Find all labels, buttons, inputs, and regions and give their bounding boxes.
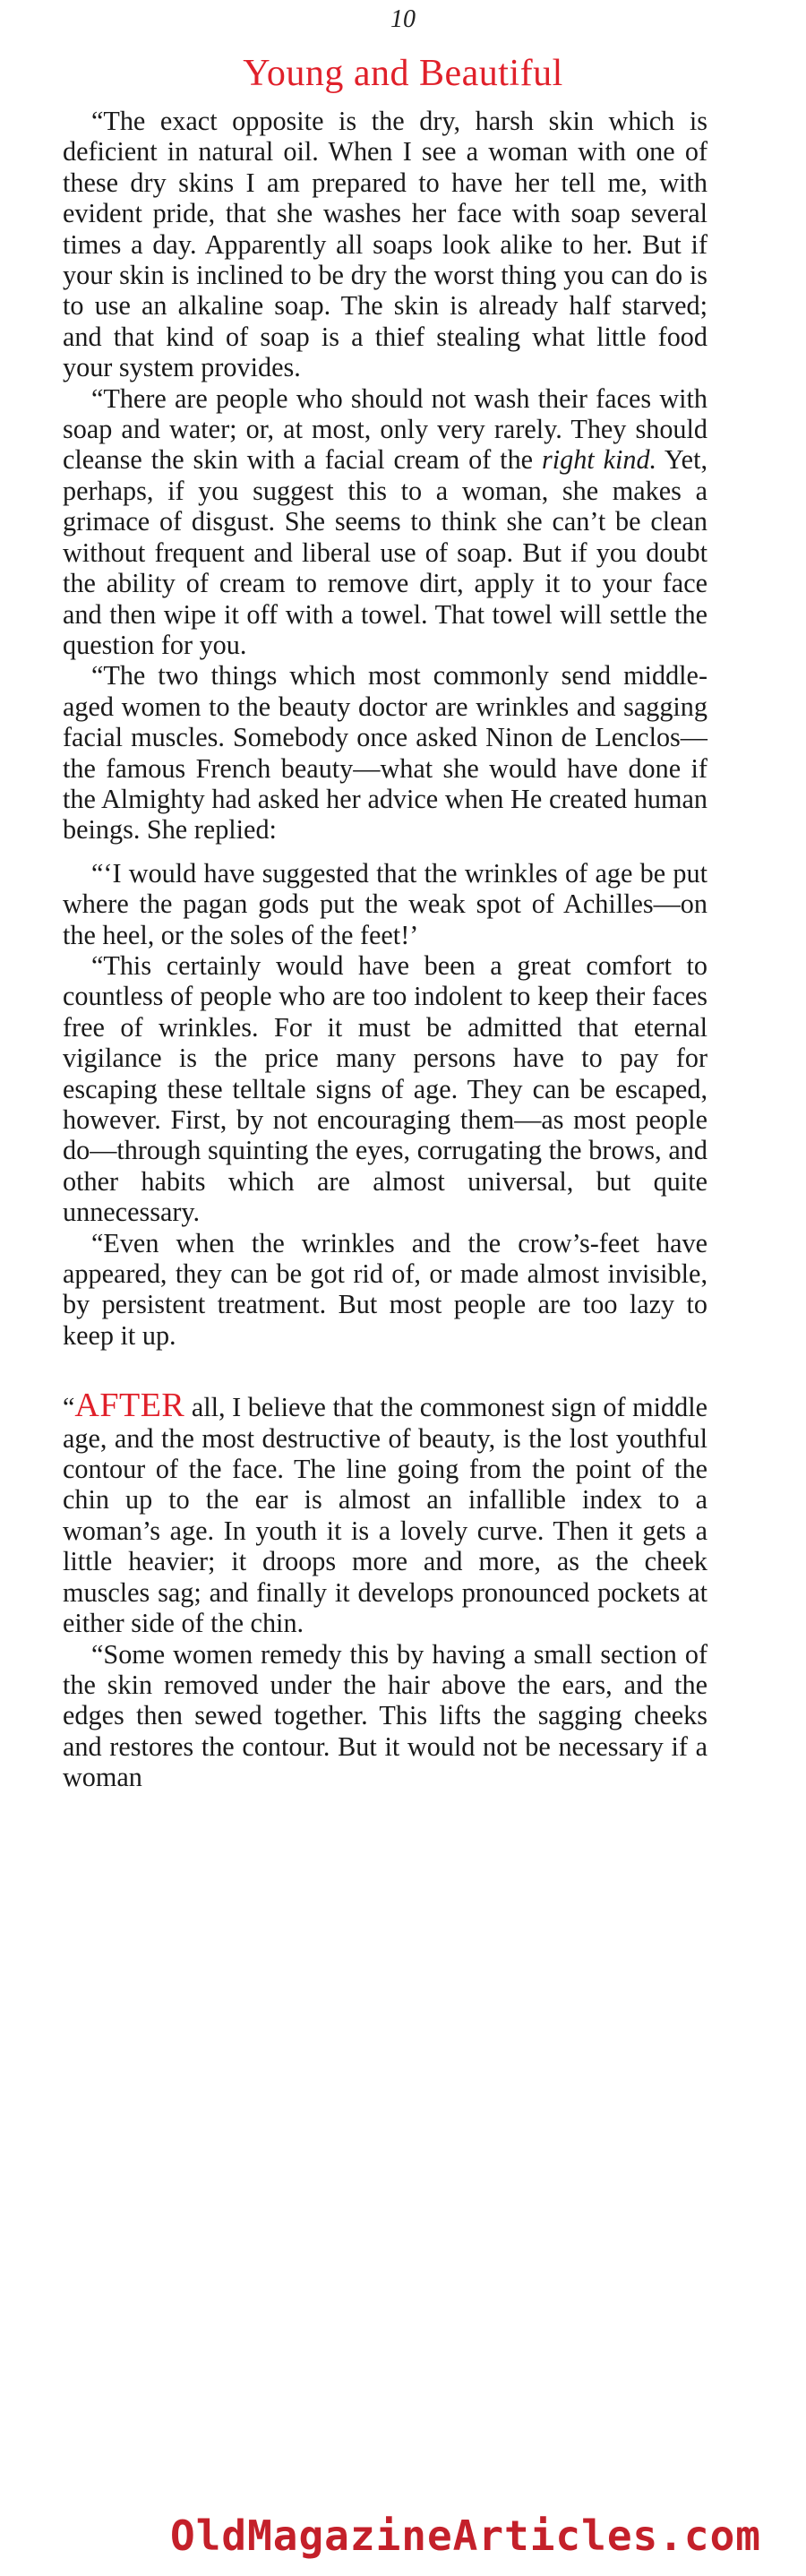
paragraph-contour: [63, 1387, 707, 1639]
watermark-site-name: OldMagazineArticles.com: [170, 2512, 761, 2560]
opening-quote: “: [63, 1392, 75, 1423]
paragraph-ninon-quote: “‘I would have suggested that the wrinkles of age be put where the pagan gods put the weak spot of Achilles—on the heel, or the soles of the feet!’: [63, 857, 707, 950]
article-body: [63, 106, 707, 1793]
paragraph-text: all, I believe that the commonest sign of middle age, and the most destructive of beauty, is the lost youthful contour of the face. The line going from the point of the chin up to the ear is almost an infallible index to a woman’s age. In youth it is a lovely curve. Then it gets a little heavier; it droops more and more, as the cheek muscles sag; and finally it develops pronounced pockets at either side of the chin.: [63, 1392, 707, 1639]
paragraph-text: “There are people who should not wash their faces with soap and water; or, at most, only very rarely. They should cleanse the skin with a facial cream of the: [63, 382, 707, 476]
paragraph-facial-cream: [63, 383, 707, 661]
paragraph-crows-feet: “Even when the wrinkles and the crow’s-feet have appeared, they can be got rid of, or made almost invisible, by persistent treatment. But most people are too lazy to keep it up.: [63, 1227, 707, 1351]
paragraph-surgery: “Some women remedy this by having a small section of the skin removed under the hair above the ears, and the edges then sewed together. This lifts the sagging cheeks and restores the contour. But it would not be necessary if a woman: [63, 1638, 707, 1793]
paragraph-vigilance: “This certainly would have been a great comfort to countless of people who are too indolent to keep their faces free of wrinkles. For it must be admitted that eternal vigilance is the price many persons have to pay for escaping these telltale signs of age. They can be escaped, however. First, by not encouraging them—as most people do—through squinting the eyes, corrugating the brows, and other habits which are almost universal, but quite unnecessary.: [63, 949, 707, 1228]
paragraph-dry-skin: “The exact opposite is the dry, harsh skin which is deficient in natural oil. When I see a woman with one of these dry skins I am prepared to have her tell me, with evident pride, that she washes her face with soap several times a day. Apparently all soaps look alike to her. But if your skin is inclined to be dry the worst thing you can do is to use an alkaline soap. The skin is already half starved; and that kind of soap is a thief stealing what little food your system provides.: [63, 106, 707, 383]
paragraph-text: Yet, perhaps, if you suggest this to a woman, she makes a grimace of disgust. She seems to think she can’t be clean without frequent and liberal use of soap. But if you doubt the ability of cream to remove dirt, apply it to your face and then wipe it off with a towel. That towel will settle the question for you.: [63, 444, 707, 660]
emphasis-text: right kind.: [541, 444, 657, 476]
section-break: [63, 1351, 707, 1390]
article-title: Young and Beautiful: [243, 53, 563, 94]
drop-cap-word: AFTER: [74, 1387, 185, 1425]
page-number: 10: [390, 5, 416, 33]
paragraph-wrinkles-intro: “The two things which most commonly send middle-aged women to the beauty doctor are wrinkles and sagging facial muscles. Somebody once asked Ninon de Lenclos—the famous French beauty—what she would have done if the Almighty had asked her advice when He created human beings. She replied:: [63, 660, 707, 846]
